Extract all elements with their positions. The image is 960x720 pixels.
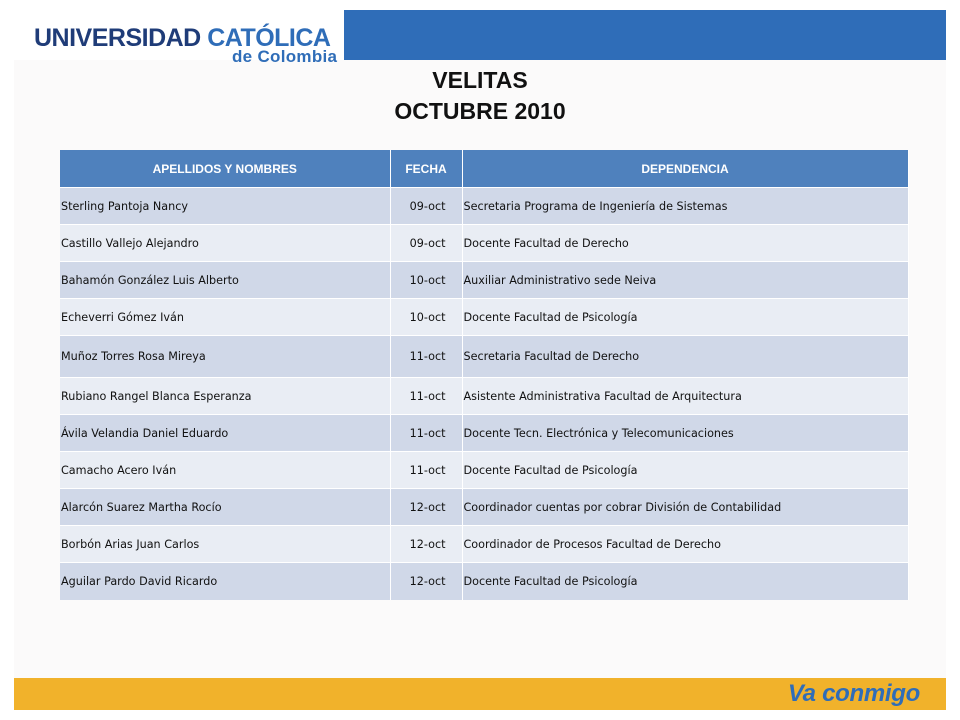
cell-dependencia: Asistente Administrativa Facultad de Arquitectura — [462, 378, 908, 415]
page-title: VELITAS — [432, 67, 528, 93]
cell-nombre: Sterling Pantoja Nancy — [60, 188, 390, 225]
cell-nombre: Muñoz Torres Rosa Mireya — [60, 336, 390, 378]
cell-nombre: Aguilar Pardo David Ricardo — [60, 563, 390, 600]
column-header-nombres: APELLIDOS Y NOMBRES — [60, 150, 390, 188]
table-row — [60, 563, 908, 600]
cell-dependencia: Secretaria Programa de Ingeniería de Sistemas — [462, 188, 908, 225]
cell-nombre: Rubiano Rangel Blanca Esperanza — [60, 378, 390, 415]
cell-nombre: Bahamón González Luis Alberto — [60, 262, 390, 299]
cell-dependencia: Auxiliar Administrativo sede Neiva — [462, 262, 908, 299]
cell-dependencia: Docente Facultad de Psicología — [462, 299, 908, 336]
cell-nombre: Ávila Velandia Daniel Eduardo — [60, 415, 390, 452]
table-row — [60, 262, 908, 299]
table-row — [60, 415, 908, 452]
cell-dependencia: Docente Facultad de Psicología — [462, 452, 908, 489]
university-logo — [14, 10, 344, 66]
table-row — [60, 188, 908, 225]
column-header-fecha: FECHA — [390, 150, 462, 188]
table-header-row — [60, 150, 908, 188]
cell-dependencia: Docente Facultad de Derecho — [462, 225, 908, 262]
cell-dependencia: Docente Facultad de Psicología — [462, 563, 908, 600]
cell-dependencia: Coordinador de Procesos Facultad de Derecho — [462, 526, 908, 563]
cell-fecha: 10-oct — [390, 262, 462, 299]
page-subtitle: OCTUBRE 2010 — [394, 98, 566, 124]
table-row — [60, 299, 908, 336]
cell-nombre: Echeverri Gómez Iván — [60, 299, 390, 336]
cell-dependencia: Secretaria Facultad de Derecho — [462, 336, 908, 378]
table-row — [60, 452, 908, 489]
cell-nombre: Alarcón Suarez Martha Rocío — [60, 489, 390, 526]
logo-universidad: UNIVERSIDAD — [34, 24, 208, 52]
cell-fecha: 11-oct — [390, 415, 462, 452]
cell-nombre: Castillo Vallejo Alejandro — [60, 225, 390, 262]
cell-nombre: Borbón Arias Juan Carlos — [60, 526, 390, 563]
cell-fecha: 09-oct — [390, 225, 462, 262]
cell-fecha: 11-oct — [390, 452, 462, 489]
cell-dependencia: Coordinador cuentas por cobrar División de Contabilidad — [462, 489, 908, 526]
logo-subtitle: de Colombia — [232, 47, 338, 66]
birthday-table — [60, 150, 909, 600]
table-row — [60, 336, 908, 378]
logo-catolica: CATÓLICA — [207, 24, 331, 52]
cell-fecha: 10-oct — [390, 299, 462, 336]
cell-nombre: Camacho Acero Iván — [60, 452, 390, 489]
footer-slogan: Va conmigo — [787, 680, 920, 707]
cell-fecha: 11-oct — [390, 336, 462, 378]
table-row — [60, 225, 908, 262]
cell-fecha: 12-oct — [390, 563, 462, 600]
table-row — [60, 526, 908, 563]
column-header-dependencia: DEPENDENCIA — [462, 150, 908, 188]
cell-fecha: 09-oct — [390, 188, 462, 225]
table-row — [60, 489, 908, 526]
cell-dependencia: Docente Tecn. Electrónica y Telecomunicaciones — [462, 415, 908, 452]
cell-fecha: 12-oct — [390, 526, 462, 563]
cell-fecha: 11-oct — [390, 378, 462, 415]
table-row — [60, 378, 908, 415]
cell-fecha: 12-oct — [390, 489, 462, 526]
